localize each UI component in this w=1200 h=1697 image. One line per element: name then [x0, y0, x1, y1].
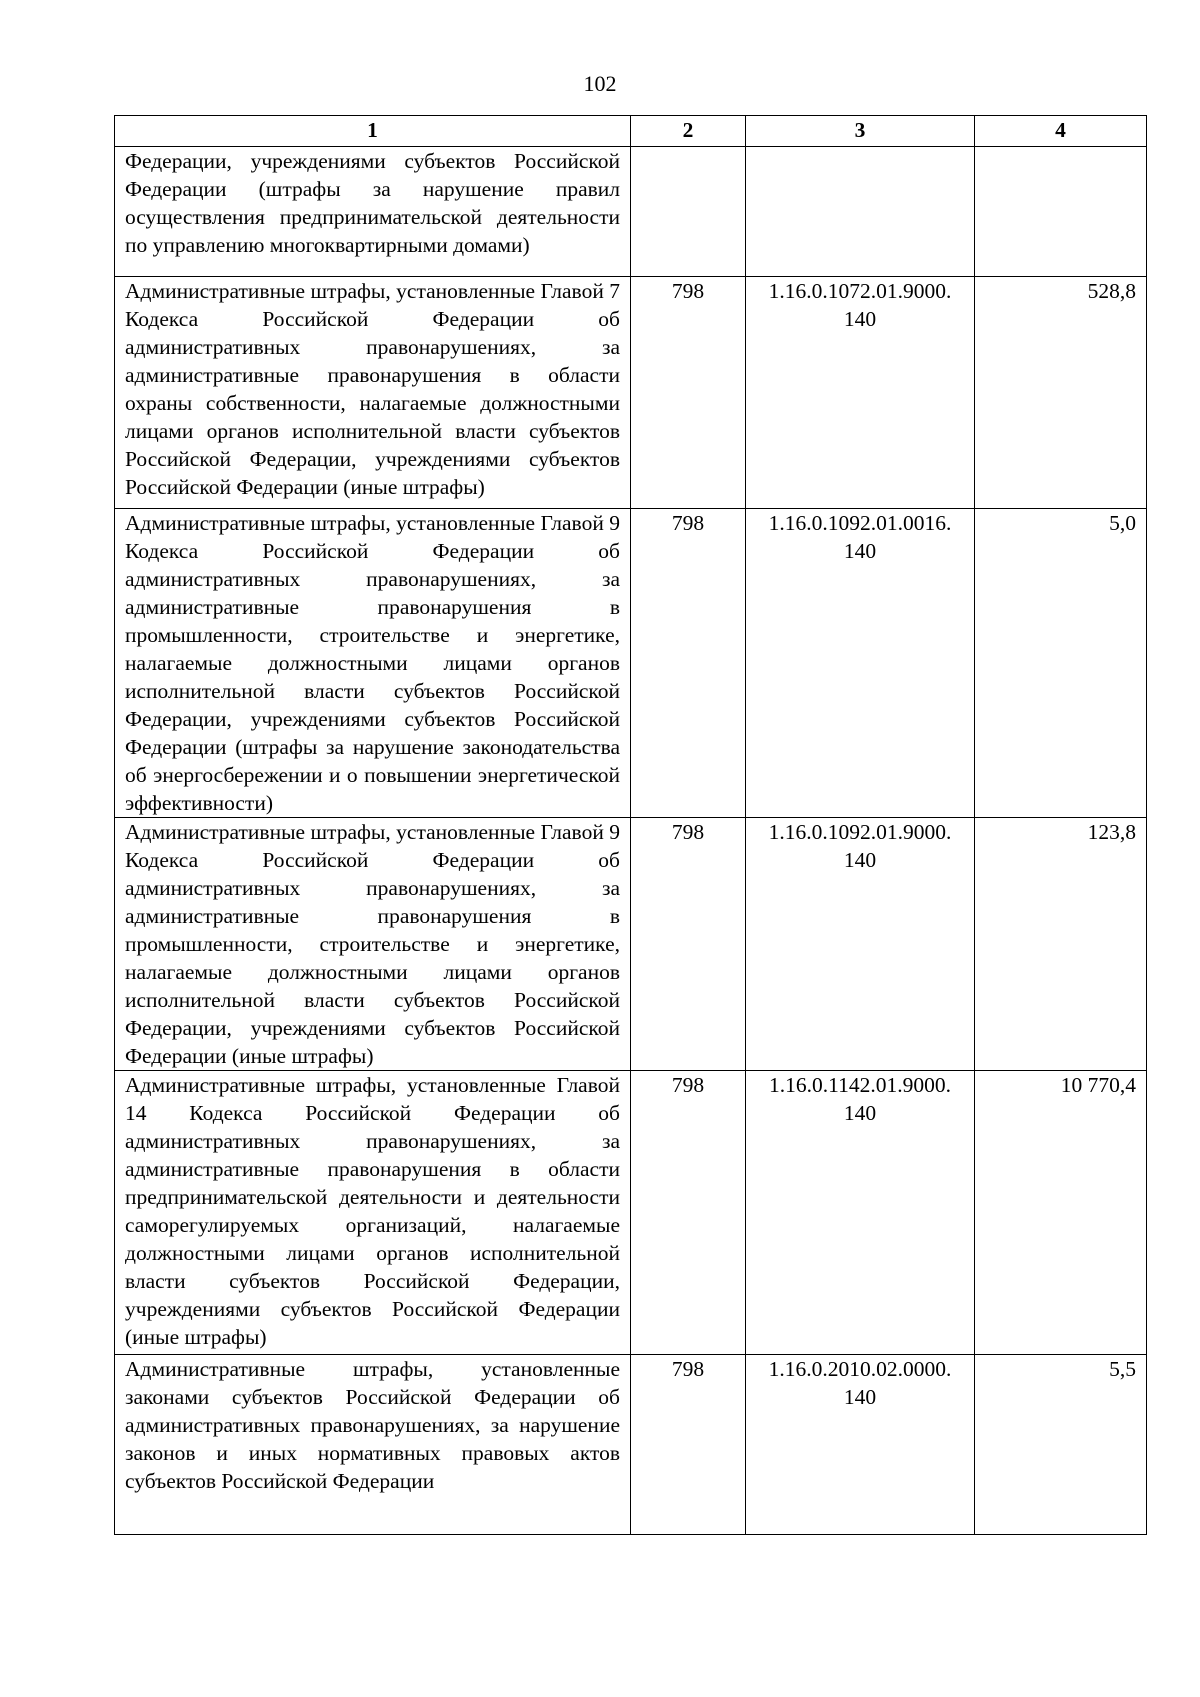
row-admin-code: 798 [631, 1071, 746, 1355]
row-amount [975, 147, 1147, 277]
table-row [115, 509, 1147, 818]
row-admin-code: 798 [631, 509, 746, 818]
revenue-table [114, 115, 1147, 1535]
row-budget-code [746, 147, 975, 277]
row-budget-code: 1.16.0.2010.02.0000. 140 [746, 1355, 975, 1535]
row-name: Административные штрафы, установленные Главой 9 Кодекса Российской Федерации об административных правонарушениях, за административные правонарушения в промышленности, строительстве и энергетике, налагаемые должностными лицами органов исполнительной власти субъектов Российской Федерации, учреждениями субъектов Российской Федерации (штрафы за нарушение законодательства об энергосбережении и о повышении энергетической эффективности) [115, 509, 631, 818]
row-admin-code: 798 [631, 1355, 746, 1535]
row-name: Административные штрафы, установленные Главой 9 Кодекса Российской Федерации об административных правонарушениях, за административные правонарушения в промышленности, строительстве и энергетике, налагаемые должностными лицами органов исполнительной власти субъектов Российской Федерации, учреждениями субъектов Российской Федерации (иные штрафы) [115, 818, 631, 1071]
row-amount: 528,8 [975, 277, 1147, 509]
row-admin-code [631, 147, 746, 277]
row-admin-code: 798 [631, 277, 746, 509]
table-row [115, 1071, 1147, 1355]
column-header-1: 1 [115, 116, 631, 147]
row-budget-code: 1.16.0.1072.01.9000. 140 [746, 277, 975, 509]
row-budget-code: 1.16.0.1092.01.0016. 140 [746, 509, 975, 818]
row-budget-code: 1.16.0.1092.01.9000. 140 [746, 818, 975, 1071]
page-number: 102 [583, 71, 617, 96]
row-amount: 123,8 [975, 818, 1147, 1071]
table-row [115, 818, 1147, 1071]
table-row [115, 147, 1147, 277]
row-admin-code: 798 [631, 818, 746, 1071]
column-header-3: 3 [746, 116, 975, 147]
row-name: Федерации, учреждениями субъектов Российской Федерации (штрафы за нарушение правил осуществления предпринимательской деятельности по управлению многоквартирными домами) [115, 147, 631, 277]
column-header-4: 4 [975, 116, 1147, 147]
table-row [115, 277, 1147, 509]
row-name: Административные штрафы, установленные Главой 14 Кодекса Российской Федерации об административных правонарушениях, за административные правонарушения в области предпринимательской деятельности и деятельности саморегулируемых организаций, налагаемые должностными лицами органов исполнительной власти субъектов Российской Федерации, учреждениями субъектов Российской Федерации (иные штрафы) [115, 1071, 631, 1355]
column-header-2: 2 [631, 116, 746, 147]
row-name: Административные штрафы, установленные законами субъектов Российской Федерации об административных правонарушениях, за нарушение законов и иных нормативных правовых актов субъектов Российской Федерации [115, 1355, 631, 1535]
table-row [115, 1355, 1147, 1535]
row-name: Административные штрафы, установленные Главой 7 Кодекса Российской Федерации об административных правонарушениях, за административные правонарушения в области охраны собственности, налагаемые должностными лицами органов исполнительной власти субъектов Российской Федерации, учреждениями субъектов Российской Федерации (иные штрафы) [115, 277, 631, 509]
row-amount: 10 770,4 [975, 1071, 1147, 1355]
row-amount: 5,5 [975, 1355, 1147, 1535]
table-header-row [115, 116, 1147, 147]
row-budget-code: 1.16.0.1142.01.9000. 140 [746, 1071, 975, 1355]
row-amount: 5,0 [975, 509, 1147, 818]
